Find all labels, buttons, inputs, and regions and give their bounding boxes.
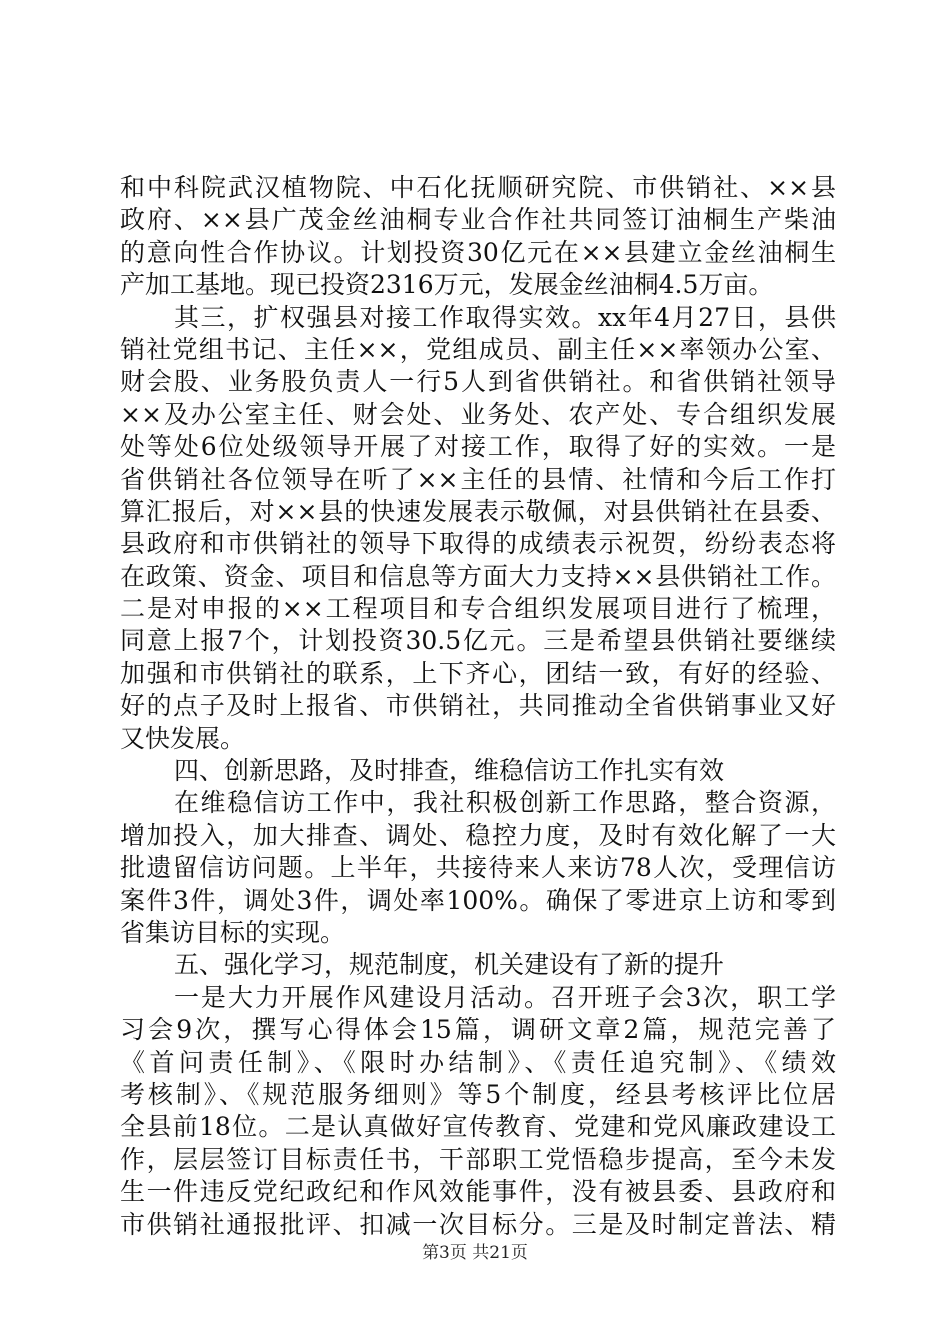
paragraph-first-line: 在维稳信访工作中，我社积极创新工作思路，整合资源， bbox=[174, 788, 836, 818]
text-line: 二是对申报的××工程项目和专合组织发展项目进行了梳理， bbox=[120, 594, 836, 624]
text-line: 全县前18位。二是认真做好宣传教育、党建和党风廉政建设工 bbox=[120, 1112, 836, 1142]
text-line: 好的点子及时上报省、市供销社，共同推动全省供销事业又好 bbox=[120, 691, 836, 721]
paragraph-first-line: 其三，扩权强县对接工作取得实效。xx年4月27日，县供 bbox=[174, 302, 836, 332]
paragraph-first-line: 一是大力开展作风建设月活动。召开班子会3次，职工学 bbox=[174, 982, 836, 1012]
page-number-footer: 第3页 共21页 bbox=[422, 1243, 528, 1263]
document-body bbox=[120, 172, 836, 1241]
section-heading: 五、强化学习，规范制度，机关建设有了新的提升 bbox=[174, 950, 725, 980]
text-line: 县政府和市供销社的领导下取得的成绩表示祝贺，纷纷表态将 bbox=[120, 529, 836, 559]
text-line: 算汇报后，对××县的快速发展表示敬佩，对县供销社在县委、 bbox=[120, 496, 836, 526]
text-line: 产加工基地。现已投资2316万元，发展金丝油桐4.5万亩。 bbox=[120, 270, 774, 300]
text-line: 批遗留信访问题。上半年，共接待来人来访78人次，受理信访 bbox=[120, 853, 836, 883]
text-line: ××及办公室主任、财会处、业务处、农产处、专合组织发展 bbox=[120, 399, 836, 429]
text-line: 同意上报7个，计划投资30.5亿元。三是希望县供销社要继续 bbox=[120, 626, 836, 656]
section-heading: 四、创新思路，及时排查，维稳信访工作扎实有效 bbox=[174, 756, 725, 786]
text-line: 政府、××县广茂金丝油桐专业合作社共同签订油桐生产柴油 bbox=[120, 205, 836, 235]
text-line: 处等处6位处级领导开展了对接工作，取得了好的实效。一是 bbox=[120, 432, 836, 462]
text-line: 加强和市供销社的联系，上下齐心，团结一致，有好的经验、 bbox=[120, 658, 836, 688]
text-line: 生一件违反党纪政纪和作风效能事件，没有被县委、县政府和 bbox=[120, 1177, 836, 1207]
text-line: 省集访目标的实现。 bbox=[120, 917, 346, 947]
text-line: 增加投入，加大排查、调处、稳控力度，及时有效化解了一大 bbox=[120, 820, 836, 850]
text-line: 作，层层签订目标责任书，干部职工党悟稳步提高，至今未发 bbox=[120, 1144, 836, 1174]
text-line: 省供销社各位领导在听了××主任的县情、社情和今后工作打 bbox=[120, 464, 836, 494]
text-line: 考核制》、《规范服务细则》等5个制度，经县考核评比位居 bbox=[120, 1079, 836, 1109]
text-line: 销社党组书记、主任××，党组成员、副主任××率领办公室、 bbox=[120, 334, 836, 364]
text-line: 《首问责任制》、《限时办结制》、《责任追究制》、《绩效 bbox=[120, 1047, 836, 1077]
text-line: 和中科院武汉植物院、中石化抚顺研究院、市供销社、××县 bbox=[120, 173, 836, 202]
text-line: 的意向性合作协议。计划投资30亿元在××县建立金丝油桐生 bbox=[120, 237, 836, 267]
text-line: 案件3件，调处3件，调处率100%。确保了零进京上访和零到 bbox=[120, 885, 836, 915]
text-line: 财会股、业务股负责人一行5人到省供销社。和省供销社领导 bbox=[120, 367, 836, 397]
text-line: 又快发展。 bbox=[120, 723, 246, 753]
text-line: 习会9次，撰写心得体会15篇，调研文章2篇，规范完善了 bbox=[120, 1015, 836, 1045]
text-line: 在政策、资金、项目和信息等方面大力支持××县供销社工作。 bbox=[120, 561, 836, 591]
text-line: 市供销社通报批评、扣减一次目标分。三是及时制定普法、精 bbox=[120, 1209, 836, 1239]
